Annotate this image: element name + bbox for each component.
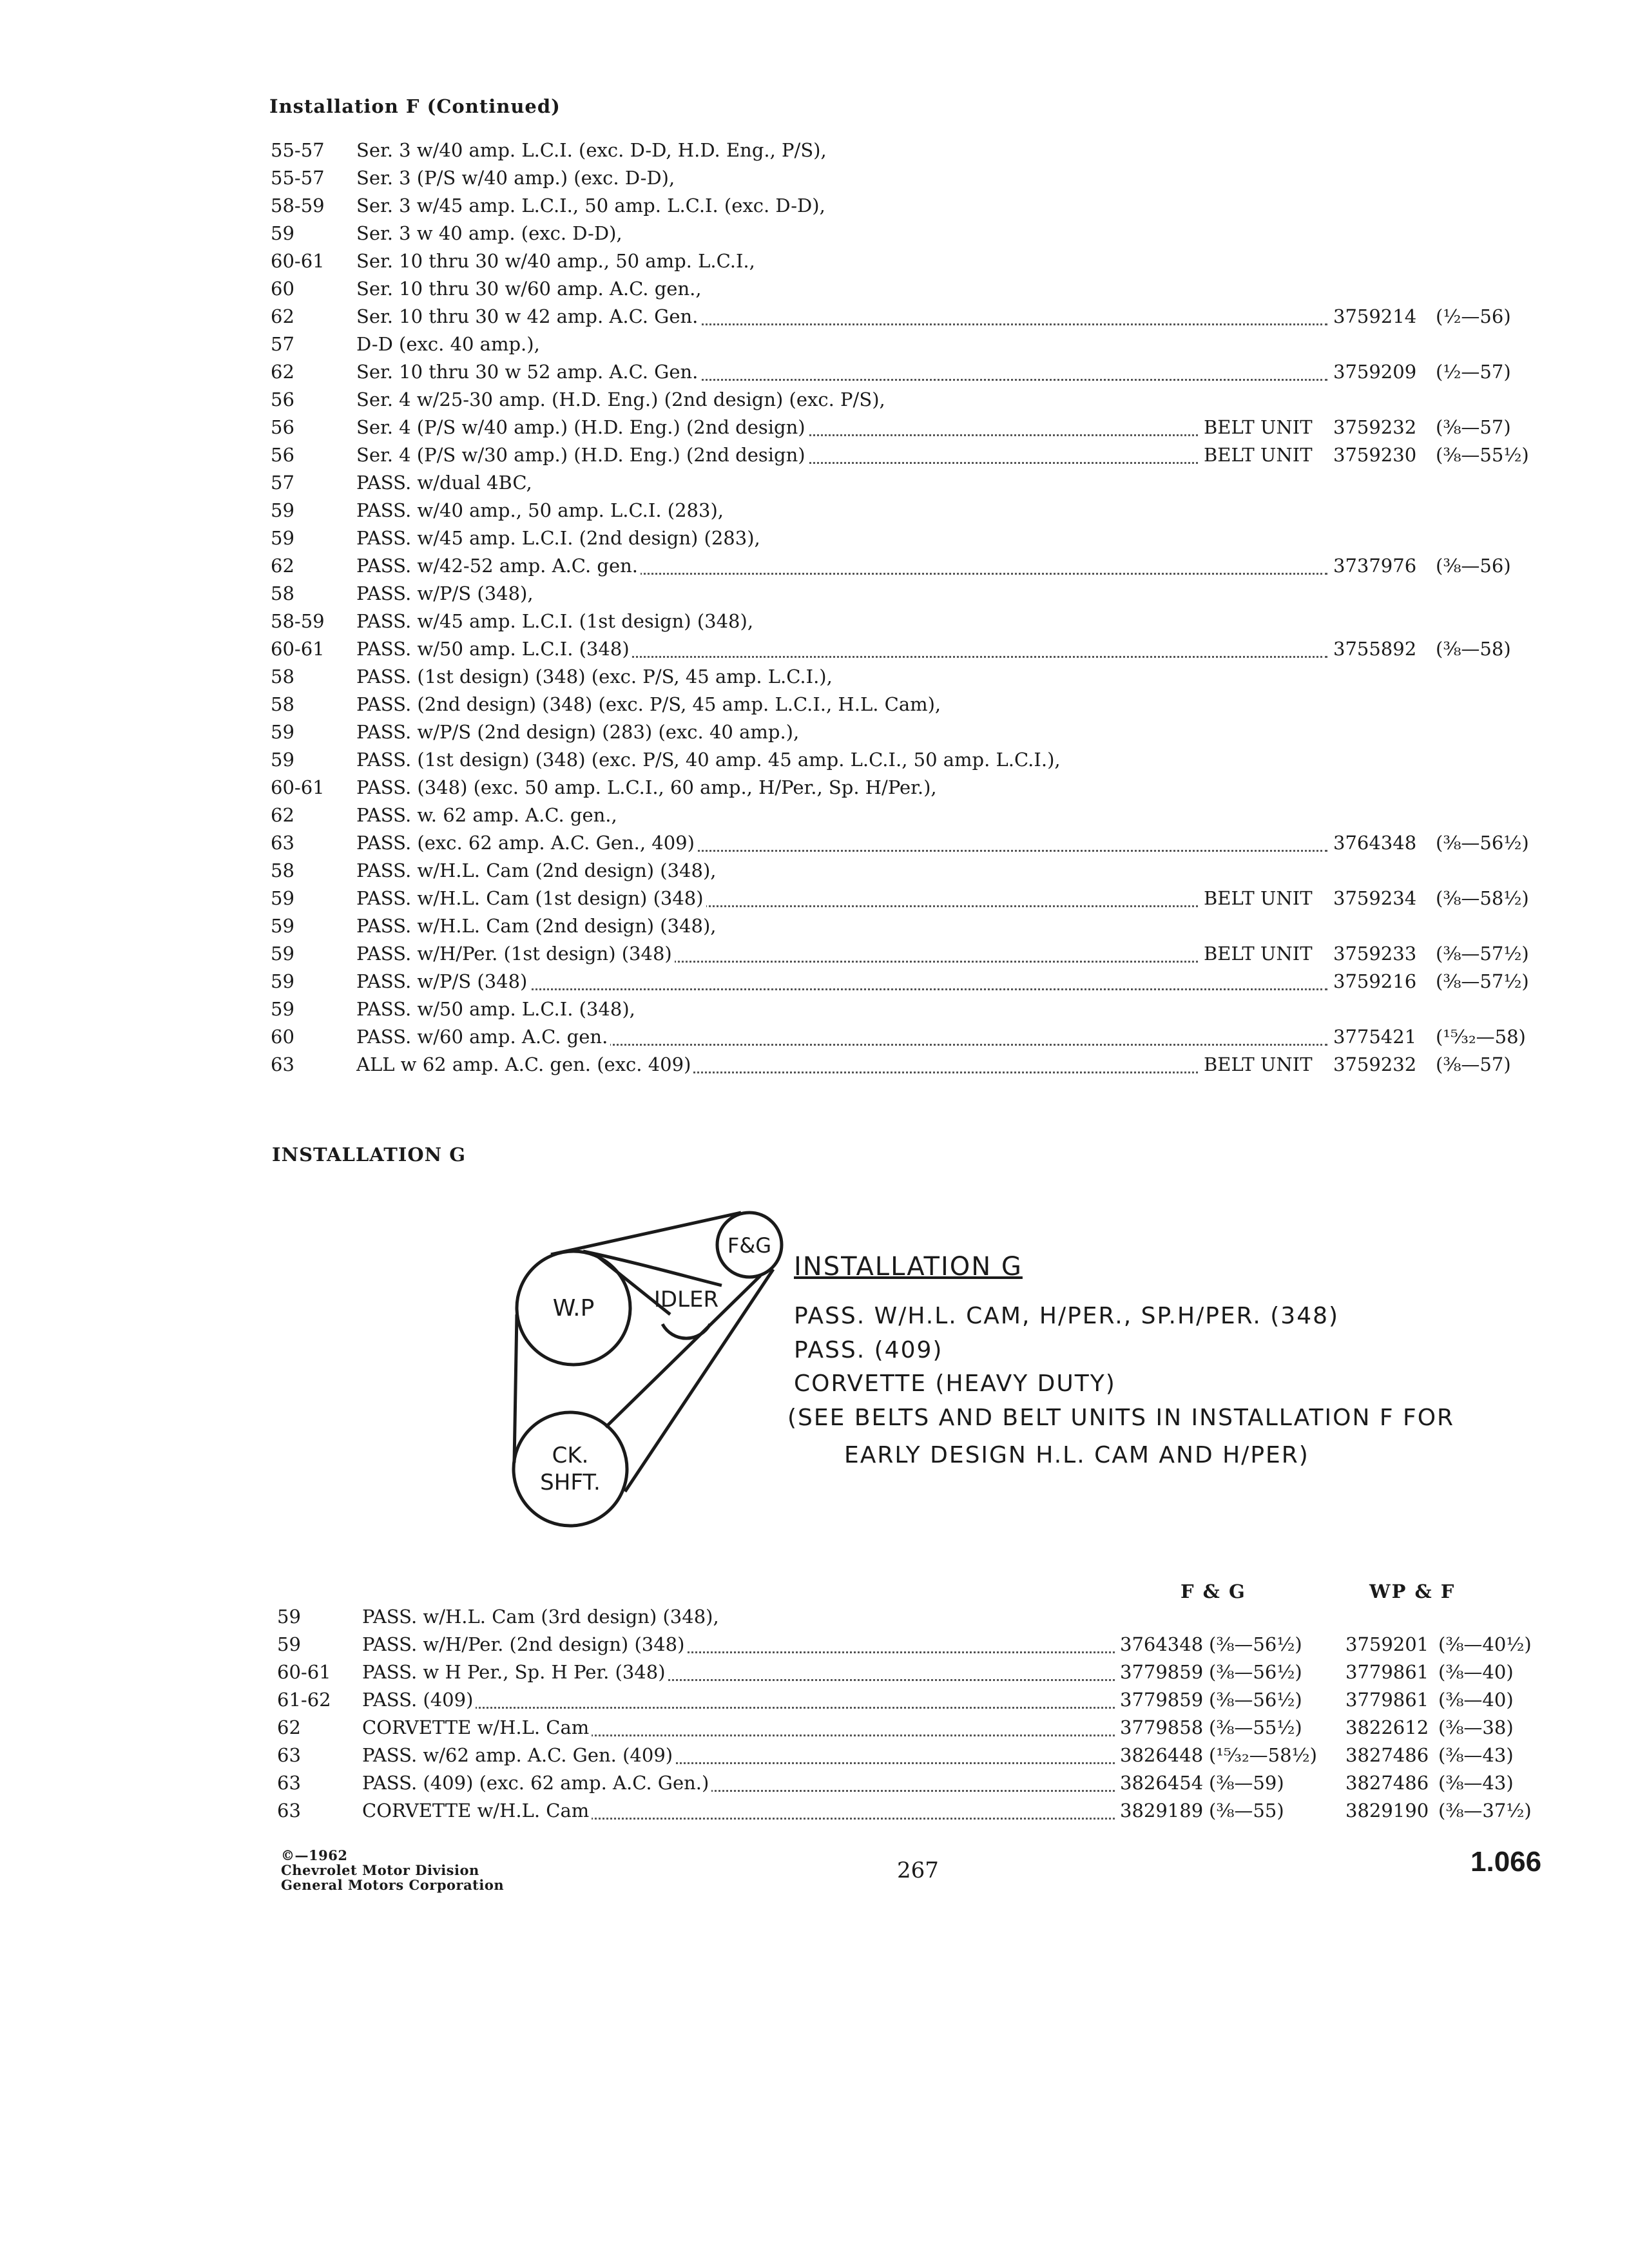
table-row — [0, 524, 1629, 552]
belt-size-cell: (½—57) — [1436, 361, 1511, 383]
part-number-cell: 3764348 — [1329, 829, 1416, 857]
description-cell: Ser. 10 thru 30 w/40 amp., 50 amp. L.C.I., — [356, 247, 758, 275]
table-row — [0, 580, 1629, 608]
description-cell: PASS. w. 62 amp. A.C. gen., — [356, 802, 620, 829]
year-cell: 60-61 — [271, 250, 325, 272]
description-cell: PASS. w/42-52 amp. A.C. gen. — [356, 552, 641, 580]
description-cell: PASS. (409) — [362, 1686, 476, 1714]
year-cell: 57 — [271, 472, 294, 494]
col-head-fg: F & G — [1181, 1581, 1246, 1602]
description-cell: PASS. w/50 amp. L.C.I. (348) — [356, 635, 632, 663]
footer-corporation: General Motors Corporation — [281, 1877, 505, 1893]
table-row — [0, 1686, 1629, 1714]
part-number-cell: 3759233 — [1329, 940, 1416, 968]
year-cell: 59 — [271, 527, 294, 549]
part-number-cell: 3759209 — [1329, 358, 1416, 386]
year-cell: 56 — [271, 416, 294, 438]
table-row — [0, 1742, 1629, 1769]
description-cell: Ser. 3 w/40 amp. L.C.I. (exc. D-D, H.D. Eng., P/S), — [356, 137, 829, 164]
table-row — [0, 718, 1629, 746]
belt-unit-label: BELT UNIT — [1200, 1051, 1316, 1079]
description-cell: PASS. w H Per., Sp. H Per. (348) — [362, 1658, 668, 1686]
year-cell: 59 — [271, 499, 294, 521]
idler-label: IDLER — [653, 1287, 719, 1312]
wpf-part-number-cell: 3829190 — [1345, 1800, 1429, 1821]
year-cell: 58 — [271, 582, 294, 604]
year-cell: 56 — [271, 444, 294, 466]
year-cell: 59 — [277, 1606, 301, 1628]
description-cell: PASS. (1st design) (348) (exc. P/S, 40 amp. 45 amp. L.C.I., 50 amp. L.C.I.), — [356, 746, 1063, 774]
year-cell: 55-57 — [271, 139, 325, 161]
diagram-caption-line-1: PASS. W/H.L. CAM, H/PER., SP.H/PER. (348) — [794, 1303, 1340, 1329]
belt-size-cell: (⅜—55½) — [1436, 444, 1529, 466]
year-cell: 62 — [271, 555, 294, 577]
year-cell: 58 — [271, 693, 294, 715]
wpf-belt-size-cell: (⅜—40) — [1438, 1689, 1514, 1711]
table-row — [0, 386, 1629, 414]
description-cell: PASS. (2nd design) (348) (exc. P/S, 45 amp. L.C.I., H.L. Cam), — [356, 691, 943, 718]
part-number-cell: 3737976 — [1329, 552, 1416, 580]
table-row — [0, 746, 1629, 774]
table-row — [0, 303, 1629, 331]
description-cell: PASS. w/P/S (348) — [356, 968, 530, 995]
belt-size-cell: (¹⁵⁄₃₂—58) — [1436, 1026, 1526, 1048]
table-row — [0, 164, 1629, 192]
year-cell: 59 — [271, 970, 294, 992]
table-row — [0, 774, 1629, 802]
col-head-wpf: WP & F — [1369, 1581, 1456, 1602]
table-row — [0, 497, 1629, 524]
description-cell: PASS. w/H/Per. (2nd design) (348) — [362, 1631, 687, 1658]
footer-division: Chevrolet Motor Division — [281, 1862, 479, 1878]
year-cell: 60-61 — [277, 1661, 331, 1683]
year-cell: 59 — [271, 943, 294, 965]
fg-part-number-cell: 3779859 — [1116, 1658, 1203, 1686]
table-row — [0, 885, 1629, 912]
crank-label-2: SHFT. — [540, 1470, 601, 1495]
description-cell: PASS. w/H.L. Cam (1st design) (348) — [356, 885, 706, 912]
table-row — [0, 1603, 1629, 1631]
description-cell: Ser. 4 (P/S w/40 amp.) (H.D. Eng.) (2nd design) — [356, 414, 808, 441]
table-row — [0, 691, 1629, 718]
year-cell: 58 — [271, 666, 294, 687]
table-row — [0, 829, 1629, 857]
year-cell: 62 — [271, 305, 294, 327]
year-cell: 57 — [271, 333, 294, 355]
diagram-caption-line-4: (SEE BELTS AND BELT UNITS IN INSTALLATION F FOR — [787, 1405, 1455, 1431]
description-cell: PASS. w/H.L. Cam (2nd design) (348), — [356, 857, 719, 885]
wpf-belt-size-cell: (⅜—40) — [1438, 1661, 1514, 1683]
table-row — [0, 247, 1629, 275]
year-cell: 63 — [277, 1744, 301, 1766]
crankshaft-pulley — [514, 1412, 627, 1526]
belt-size-cell: (⅜—58½) — [1436, 887, 1529, 909]
table-row — [0, 968, 1629, 995]
description-cell: Ser. 4 w/25-30 amp. (H.D. Eng.) (2nd design) (exc. P/S), — [356, 386, 888, 414]
year-cell: 62 — [277, 1716, 301, 1738]
dot-leader — [367, 1707, 1115, 1709]
table-row — [0, 358, 1629, 386]
wpf-belt-size-cell: (⅜—37½) — [1438, 1800, 1532, 1821]
year-cell: 56 — [271, 389, 294, 410]
year-cell: 59 — [271, 721, 294, 743]
belt-size-cell: (⅜—56) — [1436, 555, 1511, 577]
year-cell: 62 — [271, 361, 294, 383]
description-cell: Ser. 10 thru 30 w/60 amp. A.C. gen., — [356, 275, 704, 303]
fg-belt-size-cell: (¹⁵⁄₃₂—58½) — [1209, 1744, 1317, 1766]
fg-belt-size-cell: (⅜—59) — [1209, 1772, 1284, 1794]
fg-belt-size-cell: (⅜—55) — [1209, 1800, 1284, 1821]
description-cell: PASS. w/P/S (348), — [356, 580, 536, 608]
wp-label: W.P — [552, 1295, 595, 1321]
table-row — [0, 552, 1629, 580]
description-cell: PASS. (exc. 62 amp. A.C. Gen., 409) — [356, 829, 697, 857]
footer-imprint — [281, 1848, 504, 1892]
wpf-part-number-cell: 3827486 — [1345, 1772, 1429, 1794]
description-cell: CORVETTE w/H.L. Cam — [362, 1714, 592, 1742]
year-cell: 60-61 — [271, 776, 325, 798]
year-cell: 60 — [271, 278, 294, 300]
description-cell: PASS. w/62 amp. A.C. Gen. (409) — [362, 1742, 675, 1769]
diagram-caption-line-2: PASS. (409) — [794, 1337, 943, 1363]
table-row — [0, 1658, 1629, 1686]
fg-part-number-cell: 3826448 — [1116, 1742, 1203, 1769]
fg-label: F&G — [727, 1233, 772, 1258]
fg-part-number-cell: 3826454 — [1116, 1769, 1203, 1797]
year-cell: 60-61 — [271, 638, 325, 660]
year-cell: 59 — [277, 1633, 301, 1655]
belt-size-cell: (⅜—57½) — [1436, 970, 1529, 992]
footer-copyright: ©—1962 — [281, 1847, 348, 1863]
description-cell: PASS. (348) (exc. 50 amp. L.C.I., 60 amp., H/Per., Sp. H/Per.), — [356, 774, 940, 802]
table-row — [0, 635, 1629, 663]
description-cell: PASS. (1st design) (348) (exc. P/S, 45 amp. L.C.I.), — [356, 663, 835, 691]
table-row — [0, 857, 1629, 885]
description-cell: PASS. w/45 amp. L.C.I. (1st design) (348), — [356, 608, 756, 635]
fg-belt-size-cell: (⅜—56½) — [1209, 1689, 1302, 1711]
table-row — [0, 275, 1629, 303]
table-row — [0, 802, 1629, 829]
belt-size-cell: (⅜—57½) — [1436, 943, 1529, 965]
part-number-cell: 3759232 — [1329, 1051, 1416, 1079]
description-cell: PASS. w/H.L. Cam (2nd design) (348), — [356, 912, 719, 940]
wpf-part-number-cell: 3779861 — [1345, 1661, 1429, 1683]
table-row — [0, 663, 1629, 691]
crank-label-1: CK. — [552, 1443, 589, 1468]
year-cell: 59 — [271, 222, 294, 244]
year-cell: 59 — [271, 887, 294, 909]
table-row — [0, 995, 1629, 1023]
table-row — [0, 469, 1629, 497]
part-number-cell: 3759230 — [1329, 441, 1416, 469]
year-cell: 58-59 — [271, 610, 325, 632]
year-cell: 63 — [277, 1772, 301, 1794]
wpf-belt-size-cell: (⅜—40½) — [1438, 1633, 1532, 1655]
year-cell: 59 — [271, 749, 294, 771]
table-row — [0, 608, 1629, 635]
year-cell: 63 — [277, 1800, 301, 1821]
year-cell: 61-62 — [277, 1689, 331, 1711]
table-row — [0, 940, 1629, 968]
fg-part-number-cell: 3779859 — [1116, 1686, 1203, 1714]
year-cell: 55-57 — [271, 167, 325, 189]
table-row — [0, 1051, 1629, 1079]
description-cell: ALL w 62 amp. A.C. gen. (exc. 409) — [356, 1051, 693, 1079]
description-cell: PASS. w/50 amp. L.C.I. (348), — [356, 995, 638, 1023]
section-f-title: Installation F (Continued) — [269, 95, 561, 117]
section-g-title: INSTALLATION G — [272, 1144, 466, 1166]
belt-size-cell: (⅜—58) — [1436, 638, 1511, 660]
section-number: 1.066 — [1470, 1846, 1542, 1878]
fg-part-number-cell: 3829189 — [1116, 1797, 1203, 1825]
part-number-cell: 3775421 — [1329, 1023, 1416, 1051]
diagram-caption-line-5: EARLY DESIGN H.L. CAM AND H/PER) — [844, 1442, 1309, 1468]
year-cell: 63 — [271, 832, 294, 854]
fg-part-number-cell: 3779858 — [1116, 1714, 1203, 1742]
fg-belt-size-cell: (⅜—56½) — [1209, 1661, 1302, 1683]
table-row — [0, 912, 1629, 940]
table-row — [0, 192, 1629, 220]
table-row — [0, 1023, 1629, 1051]
belt-routing-diagram — [490, 1205, 799, 1540]
description-cell: Ser. 3 w/45 amp. L.C.I., 50 amp. L.C.I. (exc. D-D), — [356, 192, 828, 220]
description-cell: PASS. w/60 amp. A.C. gen. — [356, 1023, 610, 1051]
fg-belt-size-cell: (⅜—55½) — [1209, 1716, 1302, 1738]
description-cell: Ser. 3 w 40 amp. (exc. D-D), — [356, 220, 625, 247]
wpf-belt-size-cell: (⅜—38) — [1438, 1716, 1514, 1738]
year-cell: 63 — [271, 1053, 294, 1075]
diagram-caption-title: INSTALLATION G — [794, 1252, 1023, 1282]
table-row — [0, 441, 1629, 469]
description-cell: PASS. w/H/Per. (1st design) (348) — [356, 940, 675, 968]
description-cell: Ser. 4 (P/S w/30 amp.) (H.D. Eng.) (2nd design) — [356, 441, 808, 469]
belt-size-cell: (⅜—57) — [1436, 1053, 1511, 1075]
part-number-cell: 3755892 — [1329, 635, 1416, 663]
year-cell: 58 — [271, 860, 294, 881]
description-cell: Ser. 10 thru 30 w 52 amp. A.C. Gen. — [356, 358, 700, 386]
wpf-part-number-cell: 3759201 — [1345, 1633, 1429, 1655]
year-cell: 59 — [271, 915, 294, 937]
belt-size-cell: (⅜—57) — [1436, 416, 1511, 438]
wpf-belt-size-cell: (⅜—43) — [1438, 1772, 1514, 1794]
wpf-part-number-cell: 3827486 — [1345, 1744, 1429, 1766]
table-row — [0, 1769, 1629, 1797]
part-number-cell: 3759216 — [1329, 968, 1416, 995]
description-cell: Ser. 10 thru 30 w 42 amp. A.C. Gen. — [356, 303, 700, 331]
belt-unit-label: BELT UNIT — [1200, 441, 1316, 469]
belt-unit-label: BELT UNIT — [1200, 940, 1316, 968]
year-cell: 59 — [271, 998, 294, 1020]
page-number: 267 — [897, 1858, 939, 1883]
fg-belt-size-cell: (⅜—56½) — [1209, 1633, 1302, 1655]
table-row — [0, 1797, 1629, 1825]
diagram-caption-line-3: CORVETTE (HEAVY DUTY) — [794, 1370, 1116, 1397]
year-cell: 62 — [271, 804, 294, 826]
part-number-cell: 3759232 — [1329, 414, 1416, 441]
wpf-part-number-cell: 3822612 — [1345, 1716, 1429, 1738]
fg-part-number-cell: 3764348 — [1116, 1631, 1203, 1658]
description-cell: PASS. w/40 amp., 50 amp. L.C.I. (283), — [356, 497, 726, 524]
belt-unit-label: BELT UNIT — [1200, 885, 1316, 912]
table-row — [0, 1714, 1629, 1742]
belt-size-cell: (⅜—56½) — [1436, 832, 1529, 854]
table-row — [0, 137, 1629, 164]
description-cell: PASS. w/H.L. Cam (3rd design) (348), — [362, 1603, 722, 1631]
wpf-part-number-cell: 3779861 — [1345, 1689, 1429, 1711]
description-cell: PASS. w/dual 4BC, — [356, 469, 535, 497]
belt-size-cell: (½—56) — [1436, 305, 1511, 327]
description-cell: D-D (exc. 40 amp.), — [356, 331, 543, 358]
part-number-cell: 3759214 — [1329, 303, 1416, 331]
belt-unit-label: BELT UNIT — [1200, 414, 1316, 441]
table-row — [0, 220, 1629, 247]
year-cell: 58-59 — [271, 195, 325, 216]
description-cell: Ser. 3 (P/S w/40 amp.) (exc. D-D), — [356, 164, 677, 192]
description-cell: PASS. w/45 amp. L.C.I. (2nd design) (283), — [356, 524, 763, 552]
description-cell: CORVETTE w/H.L. Cam — [362, 1797, 592, 1825]
table-row — [0, 331, 1629, 358]
part-number-cell: 3759234 — [1329, 885, 1416, 912]
table-row — [0, 1631, 1629, 1658]
description-cell: PASS. w/P/S (2nd design) (283) (exc. 40 amp.), — [356, 718, 802, 746]
table-row — [0, 414, 1629, 441]
year-cell: 60 — [271, 1026, 294, 1048]
description-cell: PASS. (409) (exc. 62 amp. A.C. Gen.) — [362, 1769, 711, 1797]
wpf-belt-size-cell: (⅜—43) — [1438, 1744, 1514, 1766]
